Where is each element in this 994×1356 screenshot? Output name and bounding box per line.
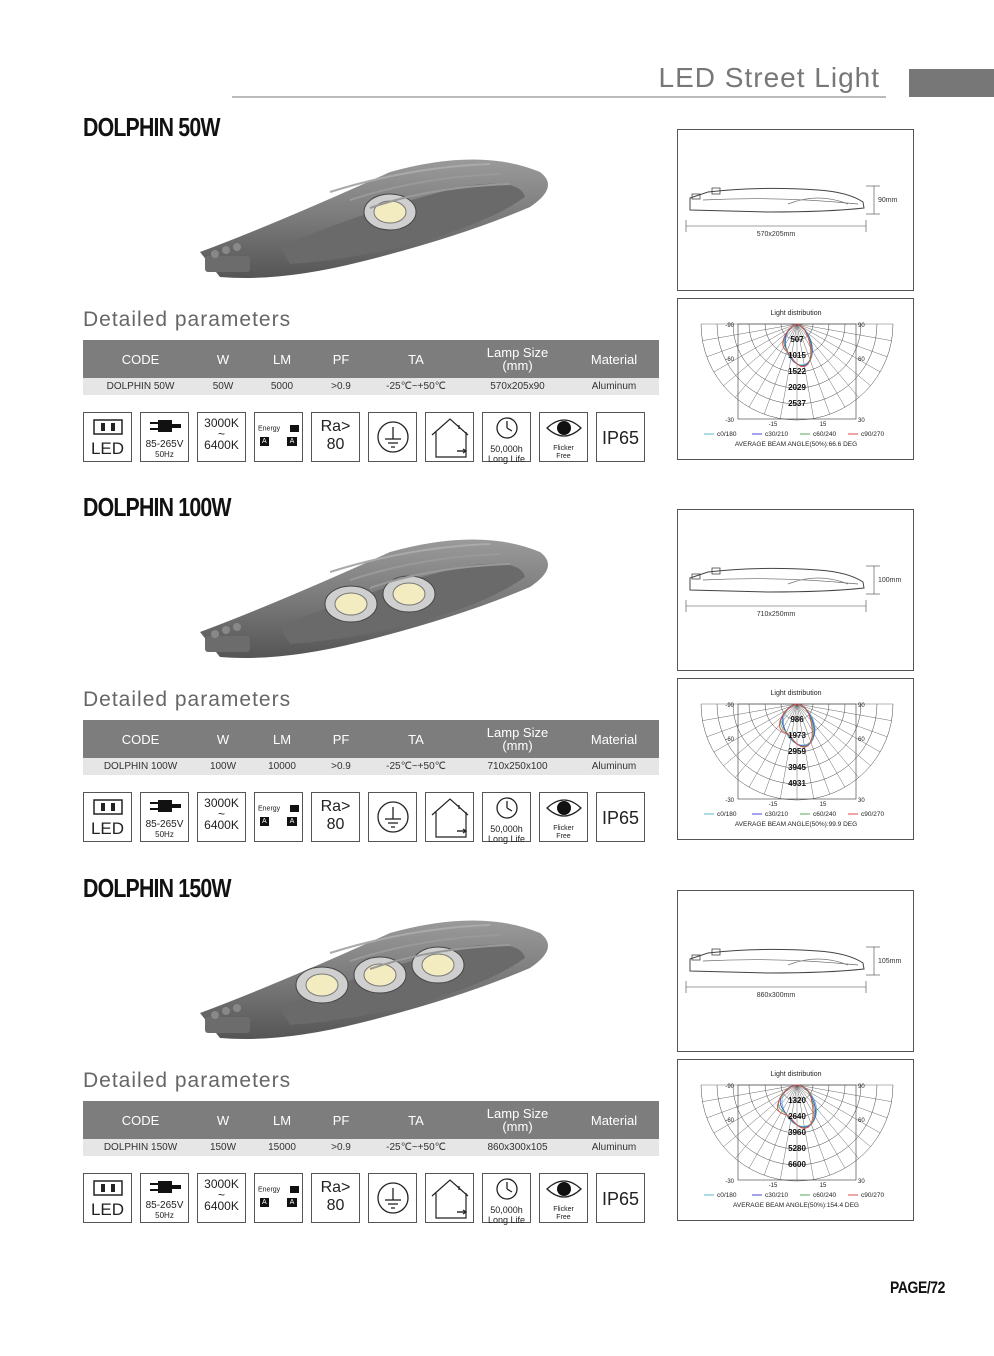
angle-60: 60 [858, 1118, 865, 1124]
col-lm: LM [248, 340, 316, 378]
life-icon [482, 412, 531, 462]
led-icon [83, 1173, 132, 1223]
ra-label: Ra> [320, 1179, 351, 1196]
dimension-drawing [678, 510, 915, 672]
cell-lm: 5000 [248, 378, 316, 395]
product-section [0, 112, 994, 492]
beam-angle: AVERAGE BEAM ANGLE(50%):99.9 DEG [734, 821, 858, 828]
ip-label: IP65 [601, 1189, 640, 1209]
cell-size: 710x250x100 [466, 758, 569, 775]
col-w: W [198, 340, 248, 378]
power-plug-icon [148, 417, 182, 435]
cob-lens [364, 964, 396, 986]
earth-ground-icon [375, 799, 411, 835]
cell-lm: 10000 [248, 758, 316, 775]
col-lm: LM [248, 720, 316, 758]
dim-height: 105mm [878, 958, 902, 965]
angle-neg60: -60 [725, 1118, 734, 1124]
ground-icon [368, 792, 417, 842]
clock-icon [495, 416, 519, 440]
cob-lens [393, 583, 425, 605]
power-plug-icon [148, 1178, 182, 1196]
life-label: Long Life [487, 454, 526, 464]
energy-class-big: A [287, 817, 298, 826]
life-icon [482, 1173, 531, 1223]
product-title: DOLPHIN 150W [83, 873, 231, 903]
energy-class [255, 817, 302, 826]
energy-icon [254, 1173, 303, 1223]
ground-icon [368, 412, 417, 462]
legend-label: c30/210 [765, 1192, 789, 1199]
angle-60: 60 [858, 737, 865, 743]
outdoor-icon [425, 792, 474, 842]
col-pf: PF [316, 340, 366, 378]
energy-icon [254, 792, 303, 842]
dim-height: 100mm [878, 577, 902, 584]
cell-code: DOLPHIN 100W [83, 758, 198, 775]
angle-90: 90 [858, 703, 865, 709]
ip-icon [596, 792, 645, 842]
voltage-label: 85-265V [145, 1200, 184, 1211]
ip-label: IP65 [601, 428, 640, 448]
led-chip-icon [93, 799, 123, 815]
ring-label: 986 [790, 715, 804, 724]
title-tab [909, 69, 994, 97]
angle-neg15: -15 [768, 802, 778, 808]
legend-label: c0/180 [717, 431, 737, 438]
col-size-label: Lamp Size [486, 345, 549, 360]
col-size [466, 1101, 569, 1139]
params-heading: Detailed parameters [83, 688, 292, 711]
col-size [466, 720, 569, 758]
cob-lens [422, 954, 454, 976]
earth-ground-icon [375, 1180, 411, 1216]
led-label: LED [90, 439, 125, 458]
col-ta: TA [366, 720, 466, 758]
energy-class-small: A [262, 438, 267, 446]
polar-chart [678, 1060, 915, 1222]
energy-class [255, 1198, 302, 1207]
lamp-photo [160, 152, 590, 292]
beam-angle: AVERAGE BEAM ANGLE(50%):66.6 DEG [734, 441, 858, 448]
ra-icon [311, 1173, 360, 1223]
col-size [466, 340, 569, 378]
dim-height: 90mm [878, 197, 898, 204]
ring-label: 1320 [788, 1096, 806, 1105]
flicker-icon [539, 1173, 588, 1223]
cell-w: 150W [198, 1139, 248, 1156]
ring-label: 4931 [788, 779, 806, 788]
col-size-label: Lamp Size [486, 1106, 549, 1121]
col-ta: TA [366, 1101, 466, 1139]
cell-pf: >0.9 [316, 758, 366, 775]
legend-label: c60/240 [813, 1192, 837, 1199]
dist-legend [704, 1192, 885, 1199]
table-row [83, 758, 659, 775]
house-icon [429, 1176, 471, 1220]
voltage-label: 85-265V [145, 439, 184, 450]
col-material: Material [569, 1101, 659, 1139]
params-heading: Detailed parameters [83, 1069, 292, 1092]
clock-icon [495, 796, 519, 820]
light-distribution [677, 678, 914, 840]
polar-chart [678, 679, 915, 841]
cell-code: DOLPHIN 150W [83, 1139, 198, 1156]
cct-high: 6400K [204, 1199, 239, 1213]
ring-label: 2640 [788, 1112, 806, 1121]
feature-icons [83, 792, 653, 842]
col-size-unit: (mm) [502, 738, 533, 753]
cct-low: 3000K [204, 416, 239, 430]
ring-label: 3945 [788, 763, 806, 772]
col-ta: TA [366, 340, 466, 378]
col-lm: LM [248, 1101, 316, 1139]
polar-chart [678, 299, 915, 461]
col-pf: PF [316, 720, 366, 758]
cct-low: 3000K [204, 1177, 239, 1191]
dist-legend [704, 811, 885, 818]
lens-group [364, 194, 416, 230]
col-material: Material [569, 720, 659, 758]
angle-90: 90 [858, 323, 865, 329]
life-hours: 50,000h [490, 824, 523, 834]
frequency-label: 50Hz [155, 1211, 174, 1220]
led-label: LED [90, 1200, 125, 1219]
power-plug-icon [148, 797, 182, 815]
col-code: CODE [83, 340, 198, 378]
angle-neg60: -60 [725, 357, 734, 363]
legend-label: c90/270 [861, 431, 885, 438]
flicker-free-label: Free [556, 1214, 571, 1221]
cct-sep: ~ [217, 427, 225, 441]
cct-high: 6400K [204, 818, 239, 832]
energy-icon [254, 412, 303, 462]
plug-icon [140, 412, 189, 462]
energy-class-big: A [287, 1198, 298, 1207]
life-icon [482, 792, 531, 842]
angle-30: 30 [858, 798, 865, 804]
cct-high: 6400K [204, 438, 239, 452]
page-title: LED Street Light [658, 62, 880, 93]
col-size-unit: (mm) [502, 358, 533, 373]
angle-neg90: -90 [725, 703, 734, 709]
cell-w: 100W [198, 758, 248, 775]
eye-icon [545, 1177, 583, 1201]
col-w: W [198, 1101, 248, 1139]
ra-value: 80 [326, 1197, 345, 1214]
lamp-photo [160, 913, 590, 1053]
outdoor-icon [425, 1173, 474, 1223]
life-label: Long Life [487, 1215, 526, 1225]
legend-label: c30/210 [765, 431, 789, 438]
flicker-free-label: Free [556, 453, 571, 460]
dim-length: 860x300mm [756, 992, 796, 999]
dist-title: Light distribution [770, 310, 822, 317]
angle-30: 30 [858, 1179, 865, 1185]
ring-label: 507 [790, 335, 804, 344]
dist-title: Light distribution [770, 1071, 822, 1078]
ring-label: 1973 [788, 731, 806, 740]
ra-value: 80 [326, 436, 345, 453]
plug-icon [140, 792, 189, 842]
dimension-drawing [678, 130, 915, 292]
product-section [0, 492, 994, 872]
col-code: CODE [83, 1101, 198, 1139]
flicker-label: Flicker [553, 825, 574, 832]
house-icon [429, 795, 471, 839]
polar-curves [779, 704, 815, 747]
cob-lens [306, 974, 338, 996]
dimension-drawing [678, 891, 915, 1053]
energy-class-small: A [262, 1199, 267, 1207]
angle-neg30: -30 [725, 418, 734, 424]
ring-label: 1522 [788, 367, 806, 376]
ring-label: 5280 [788, 1144, 806, 1153]
legend-label: c90/270 [861, 811, 885, 818]
ground-icon [368, 1173, 417, 1223]
feature-icons [83, 412, 653, 462]
ip-icon [596, 1173, 645, 1223]
legend-label: c60/240 [813, 811, 837, 818]
flicker-label: Flicker [553, 445, 574, 452]
col-size-label: Lamp Size [486, 725, 549, 740]
ra-value: 80 [326, 816, 345, 833]
ra-icon [311, 792, 360, 842]
ring-label: 6600 [788, 1160, 806, 1169]
cct-icon [197, 1173, 246, 1223]
spec-table [83, 340, 659, 395]
col-size-unit: (mm) [502, 1119, 533, 1134]
energy-class-small: A [262, 818, 267, 826]
product-section [0, 873, 994, 1253]
legend-label: c30/210 [765, 811, 789, 818]
spec-table [83, 1101, 659, 1156]
col-code: CODE [83, 720, 198, 758]
ring-labels [788, 715, 806, 788]
led-label: LED [90, 819, 125, 838]
eye-icon [545, 796, 583, 820]
flicker-free-label: Free [556, 833, 571, 840]
led-icon [83, 792, 132, 842]
ring-label: 2537 [788, 399, 806, 408]
ip-icon [596, 412, 645, 462]
ring-label: 3960 [788, 1128, 806, 1137]
dim-length: 570x205mm [756, 231, 796, 238]
spec-table [83, 720, 659, 775]
angle-neg30: -30 [725, 798, 734, 804]
led-chip-icon [93, 419, 123, 435]
params-heading: Detailed parameters [83, 308, 292, 331]
cct-icon [197, 792, 246, 842]
angle-neg90: -90 [725, 323, 734, 329]
cell-ta: -25℃~+50℃ [366, 758, 466, 775]
angle-15: 15 [819, 802, 827, 808]
cell-material: Aluminum [569, 758, 659, 775]
dimension-diagram [677, 509, 914, 671]
product-title: DOLPHIN 50W [83, 112, 220, 142]
earth-ground-icon [375, 419, 411, 455]
dimension-diagram [677, 890, 914, 1052]
led-chip-icon [93, 1180, 123, 1196]
angle-neg15: -15 [768, 1183, 778, 1189]
cell-ta: -25℃~+50℃ [366, 1139, 466, 1156]
life-hours: 50,000h [490, 444, 523, 454]
dimension-diagram [677, 129, 914, 291]
life-hours: 50,000h [490, 1205, 523, 1215]
light-distribution [677, 1059, 914, 1221]
dist-legend [704, 431, 885, 438]
angle-60: 60 [858, 357, 865, 363]
table-row [83, 1139, 659, 1156]
legend-label: c60/240 [813, 431, 837, 438]
light-distribution [677, 298, 914, 460]
angle-neg60: -60 [725, 737, 734, 743]
ip-label: IP65 [601, 808, 640, 828]
cell-material: Aluminum [569, 378, 659, 395]
cell-pf: >0.9 [316, 1139, 366, 1156]
house-icon [429, 415, 471, 459]
voltage-label: 85-265V [145, 819, 184, 830]
eye-icon [545, 416, 583, 440]
cct-icon [197, 412, 246, 462]
dist-title: Light distribution [770, 690, 822, 697]
cell-lm: 15000 [248, 1139, 316, 1156]
cct-low: 3000K [204, 796, 239, 810]
frequency-label: 50Hz [155, 450, 174, 459]
cell-size: 570x205x90 [466, 378, 569, 395]
feature-icons [83, 1173, 653, 1223]
energy-label: Energy [255, 1174, 302, 1194]
legend-label: c0/180 [717, 1192, 737, 1199]
outdoor-icon [425, 412, 474, 462]
dim-length: 710x250mm [756, 611, 796, 618]
cct-sep: ~ [217, 1188, 225, 1202]
energy-label: Energy [255, 793, 302, 813]
angle-15: 15 [819, 422, 827, 428]
title-rule [232, 96, 886, 98]
energy-class-big: A [287, 437, 298, 446]
angle-90: 90 [858, 1084, 865, 1090]
page-number: PAGE/72 [890, 1278, 945, 1297]
ra-icon [311, 412, 360, 462]
energy-label: Energy [255, 413, 302, 433]
cell-w: 50W [198, 378, 248, 395]
cct-sep: ~ [217, 807, 225, 821]
led-icon [83, 412, 132, 462]
ra-label: Ra> [320, 418, 351, 435]
life-label: Long Life [487, 834, 526, 844]
cell-pf: >0.9 [316, 378, 366, 395]
angle-30: 30 [858, 418, 865, 424]
product-title: DOLPHIN 100W [83, 492, 231, 522]
legend-label: c0/180 [717, 811, 737, 818]
clock-icon [495, 1177, 519, 1201]
cell-ta: -25℃~+50℃ [366, 378, 466, 395]
flicker-icon [539, 792, 588, 842]
cell-code: DOLPHIN 50W [83, 378, 198, 395]
cell-size: 860x300x105 [466, 1139, 569, 1156]
col-material: Material [569, 340, 659, 378]
flicker-label: Flicker [553, 1206, 574, 1213]
table-row [83, 378, 659, 395]
ra-label: Ra> [320, 798, 351, 815]
ring-labels [788, 1096, 806, 1169]
angle-neg30: -30 [725, 1179, 734, 1185]
ring-label: 1015 [788, 351, 806, 360]
angle-neg15: -15 [768, 422, 778, 428]
beam-angle: AVERAGE BEAM ANGLE(50%):154.4 DEG [733, 1202, 859, 1209]
plug-icon [140, 1173, 189, 1223]
ring-label: 2029 [788, 383, 806, 392]
col-w: W [198, 720, 248, 758]
energy-class [255, 437, 302, 446]
angle-15: 15 [819, 1183, 827, 1189]
ring-label: 2959 [788, 747, 806, 756]
cell-material: Aluminum [569, 1139, 659, 1156]
col-pf: PF [316, 1101, 366, 1139]
legend-label: c90/270 [861, 1192, 885, 1199]
angle-neg90: -90 [725, 1084, 734, 1090]
lamp-photo [160, 532, 590, 672]
flicker-icon [539, 412, 588, 462]
frequency-label: 50Hz [155, 830, 174, 839]
ring-labels [788, 335, 806, 408]
cob-lens [335, 593, 367, 615]
